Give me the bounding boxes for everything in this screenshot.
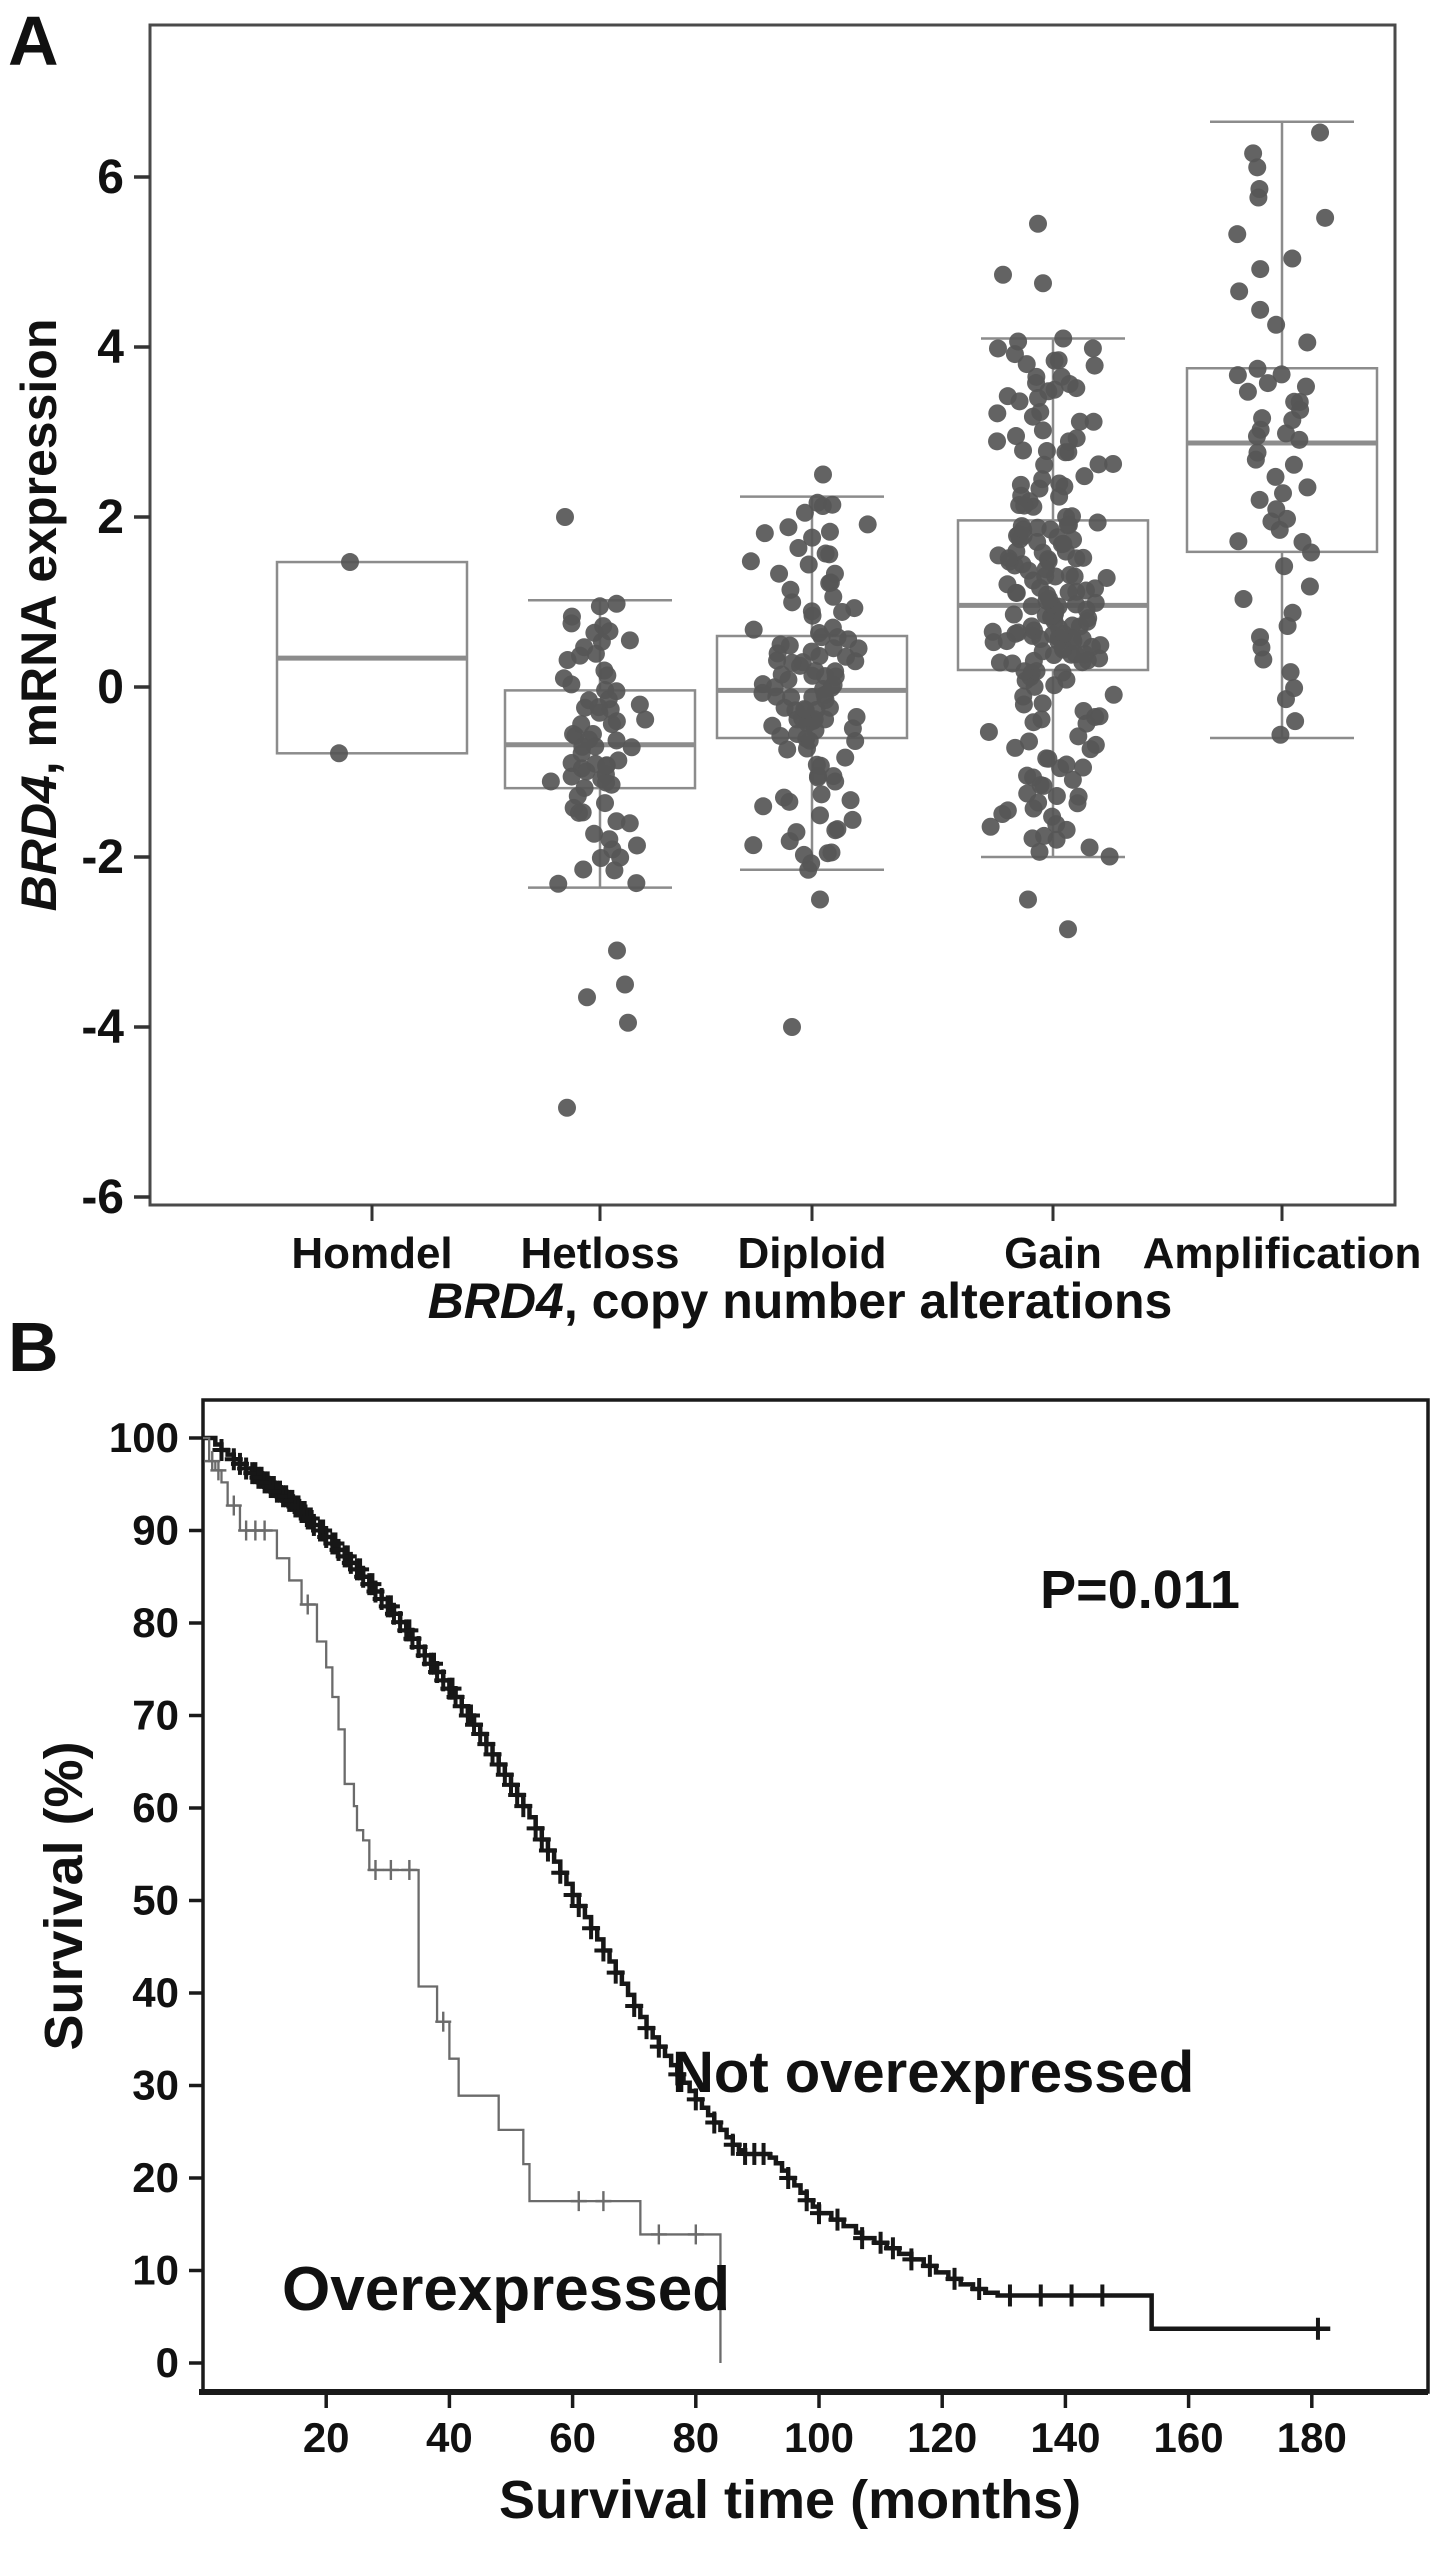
scatter-point	[1249, 360, 1267, 378]
scatter-point	[621, 631, 639, 649]
scatter-point	[627, 874, 645, 892]
scatter-point	[1298, 478, 1316, 496]
scatter-point	[1228, 225, 1246, 243]
scatter-point	[813, 785, 831, 803]
category-label-amplification: Amplification	[1142, 1229, 1422, 1278]
scatter-point	[1068, 429, 1086, 447]
scatter-point	[1023, 617, 1041, 635]
scatter-point	[542, 772, 560, 790]
scatter-point	[330, 744, 348, 762]
scatter-point	[821, 523, 839, 541]
scatter-point	[556, 508, 574, 526]
scatter-point	[1283, 250, 1301, 268]
scatter-point	[1053, 368, 1071, 386]
scatter-point	[998, 575, 1016, 593]
scatter-point	[1089, 514, 1107, 532]
p-value-annotation: P=0.011	[1040, 1560, 1240, 1620]
scatter-point	[988, 404, 1006, 422]
scatter-point	[1054, 330, 1072, 348]
y-tick-label: 20	[132, 2154, 179, 2201]
scatter-point	[1034, 274, 1052, 292]
scatter-point	[1003, 654, 1021, 672]
scatter-point	[988, 432, 1006, 450]
scatter-point	[1267, 500, 1285, 518]
scatter-point	[1274, 484, 1292, 502]
scatter-point	[1060, 583, 1078, 601]
scatter-point	[770, 565, 788, 583]
x-axis-title-b: Survival time (months)	[498, 2470, 1082, 2530]
x-axis-title-a: BRD4, copy number alterations	[427, 1273, 1173, 1329]
scatter-point	[608, 595, 626, 613]
scatter-point	[1005, 606, 1023, 624]
scatter-point	[631, 696, 649, 714]
scatter-point	[811, 806, 829, 824]
scatter-point	[1053, 535, 1071, 553]
scatter-point	[578, 988, 596, 1006]
scatter-point	[1251, 260, 1269, 278]
scatter-point	[1311, 124, 1329, 142]
scatter-point	[791, 657, 809, 675]
scatter-point	[1074, 759, 1092, 777]
scatter-point	[999, 801, 1017, 819]
plot-border-a	[150, 25, 1395, 1205]
x-tick-label: 80	[672, 2414, 720, 2461]
scatter-point	[989, 546, 1007, 564]
y-tick-label: 6	[97, 151, 124, 204]
scatter-point	[619, 1014, 637, 1032]
scatter-point	[1075, 702, 1093, 720]
scatter-point	[549, 875, 567, 893]
scatter-point	[822, 843, 840, 861]
scatter-point	[999, 387, 1017, 405]
scatter-point	[1229, 532, 1247, 550]
scatter-point	[616, 976, 634, 994]
scatter-point	[994, 266, 1012, 284]
scatter-point	[989, 339, 1007, 357]
scatter-point	[1038, 442, 1056, 460]
scatter-point	[1070, 788, 1088, 806]
y-tick-label: 60	[132, 1784, 179, 1831]
scatter-point	[1007, 427, 1025, 445]
scatter-point	[1250, 180, 1268, 198]
scatter-point	[1230, 282, 1248, 300]
scatter-point	[1075, 467, 1093, 485]
scatter-point	[1284, 604, 1302, 622]
scatter-point	[744, 836, 762, 854]
y-axis-title-a: BRD4, mRNA expression	[11, 318, 67, 912]
scatter-point	[1009, 332, 1027, 350]
scatter-point	[1050, 351, 1068, 369]
scatter-point	[754, 797, 772, 815]
y-tick-label: 80	[132, 1599, 179, 1646]
scatter-point	[745, 621, 763, 639]
y-tick-label: 30	[132, 2061, 179, 2109]
scatter-point	[1098, 569, 1116, 587]
scatter-point	[585, 825, 603, 843]
scatter-point	[1267, 468, 1285, 486]
scatter-point	[575, 638, 593, 656]
scatter-point	[1090, 455, 1108, 473]
y-tick-label: 50	[132, 1876, 179, 1924]
scatter-point	[859, 515, 877, 533]
scatter-point	[1019, 891, 1037, 909]
scatter-point	[1229, 366, 1247, 384]
y-tick-label: -2	[81, 831, 124, 884]
scatter-point	[1086, 357, 1104, 375]
scatter-point	[1024, 829, 1042, 847]
scatter-point	[563, 608, 581, 626]
x-tick-label: 160	[1153, 2414, 1224, 2461]
scatter-point	[1059, 920, 1077, 938]
scatter-point	[808, 756, 826, 774]
scatter-point	[1024, 713, 1042, 731]
scatter-point	[580, 691, 598, 709]
scatter-point	[1087, 736, 1105, 754]
scatter-point	[558, 1099, 576, 1117]
scatter-point	[1101, 848, 1119, 866]
scatter-point	[800, 556, 818, 574]
scatter-point	[574, 860, 592, 878]
scatter-point	[984, 623, 1002, 641]
y-tick-label: 90	[132, 1506, 179, 1554]
scatter-point	[1267, 316, 1285, 334]
y-tick-label: -4	[81, 1001, 124, 1054]
scatter-point	[1253, 409, 1271, 427]
x-tick-label: 180	[1276, 2414, 1347, 2461]
scatter-point	[1039, 750, 1057, 768]
scatter-point	[826, 662, 844, 680]
scatter-point	[1271, 726, 1289, 744]
scatter-point	[803, 602, 821, 620]
x-tick-label: 140	[1030, 2414, 1101, 2461]
scatter-point	[609, 751, 627, 769]
scatter-point	[845, 599, 863, 617]
scatter-point	[820, 545, 838, 563]
curve-label-overexpressed: Overexpressed	[282, 2255, 731, 2324]
scatter-point	[814, 466, 832, 484]
scatter-point	[607, 812, 625, 830]
scatter-point	[1105, 686, 1123, 704]
scatter-point	[572, 715, 590, 733]
scatter-point	[341, 553, 359, 571]
y-tick-label: 10	[132, 2246, 179, 2294]
scatter-point	[848, 708, 866, 726]
scatter-point	[1285, 456, 1303, 474]
scatter-point	[555, 669, 573, 687]
scatter-point	[591, 597, 609, 615]
scatter-point	[1029, 519, 1047, 537]
x-tick-label: 60	[549, 2414, 596, 2461]
scatter-point	[844, 811, 862, 829]
scatter-point	[1029, 215, 1047, 233]
scatter-point	[1084, 339, 1102, 357]
scatter-point	[1239, 383, 1257, 401]
scatter-point	[1020, 732, 1038, 750]
scatter-point	[775, 789, 793, 807]
scatter-point	[1081, 838, 1099, 856]
scatter-point	[1054, 664, 1072, 682]
scatter-point	[1074, 549, 1092, 567]
scatter-point	[795, 846, 813, 864]
x-tick-label: 40	[426, 2414, 473, 2461]
scatter-point	[595, 662, 613, 680]
scatter-point	[781, 581, 799, 599]
scatter-point	[1034, 694, 1052, 712]
scatter-point	[772, 636, 790, 654]
scatter-point	[824, 619, 842, 637]
scatter-point	[1013, 517, 1031, 535]
scatter-point	[826, 565, 844, 583]
scatter-point	[787, 823, 805, 841]
scatter-point	[1012, 476, 1030, 494]
scatter-point	[1293, 533, 1311, 551]
scatter-point	[1282, 663, 1300, 681]
y-tick-label: -6	[81, 1171, 124, 1224]
scatter-point	[1285, 679, 1303, 697]
scatter-point	[1251, 301, 1269, 319]
scatter-point	[1291, 393, 1309, 411]
y-tick-label: 2	[97, 491, 124, 544]
scatter-point	[763, 717, 781, 735]
scatter-point	[608, 942, 626, 960]
scatter-point	[1043, 808, 1061, 826]
plot-border-b	[203, 1400, 1428, 2392]
scatter-point	[1050, 474, 1068, 492]
scatter-point	[594, 617, 612, 635]
scatter-point	[1298, 333, 1316, 351]
y-tick-label: 100	[108, 1414, 179, 1461]
y-tick-label: 40	[132, 1969, 179, 2016]
panel-b-label: B	[8, 1308, 59, 1386]
scatter-point	[1063, 507, 1081, 525]
scatter-point	[1057, 756, 1075, 774]
y-tick-label: 0	[155, 2339, 179, 2386]
scatter-point	[596, 794, 614, 812]
category-label-gain: Gain	[1004, 1229, 1102, 1278]
y-tick-label: 4	[97, 321, 124, 374]
y-tick-label: 70	[132, 1691, 179, 1739]
scatter-point	[1275, 557, 1293, 575]
scatter-point	[1244, 144, 1262, 162]
scatter-point	[828, 820, 846, 838]
scatter-point	[980, 723, 998, 741]
scatter-point	[1251, 491, 1269, 509]
x-tick-label: 100	[783, 2414, 855, 2461]
y-axis-title-b: Survival (%)	[34, 1741, 94, 2051]
x-tick-label: 120	[907, 2414, 978, 2461]
scatter-point	[628, 836, 646, 854]
km-curve-overexpressed	[203, 1438, 720, 2363]
scatter-point	[1061, 566, 1079, 584]
curve-label-not-overexpressed: Not overexpressed	[672, 2040, 1195, 2105]
scatter-point	[836, 749, 854, 767]
panel-a-label: A	[8, 2, 59, 80]
x-tick-label: 20	[302, 2414, 350, 2461]
scatter-point	[842, 791, 860, 809]
scatter-point	[1316, 209, 1334, 227]
scatter-point	[742, 552, 760, 570]
scatter-point	[809, 494, 827, 512]
scatter-point	[1091, 636, 1109, 654]
scatter-point	[1006, 625, 1024, 643]
scatter-point	[608, 731, 626, 749]
category-label-diploid: Diploid	[737, 1229, 887, 1278]
scatter-point	[1286, 712, 1304, 730]
scatter-point	[1273, 365, 1291, 383]
scatter-point	[1234, 590, 1252, 608]
category-label-homdel: Homdel	[291, 1229, 453, 1278]
scatter-point	[783, 1018, 801, 1036]
category-label-hetloss: Hetloss	[520, 1229, 680, 1278]
scatter-point	[1251, 628, 1269, 646]
scatter-point	[1301, 578, 1319, 596]
scatter-point	[1249, 444, 1267, 462]
scatter-point	[779, 518, 797, 536]
scatter-point	[1071, 413, 1089, 431]
scatter-point	[1297, 378, 1315, 396]
scatter-point	[756, 524, 774, 542]
scatter-point	[811, 891, 829, 909]
scatter-point	[1018, 767, 1036, 785]
y-tick-label: 0	[97, 661, 124, 714]
scatter-point	[803, 529, 821, 547]
